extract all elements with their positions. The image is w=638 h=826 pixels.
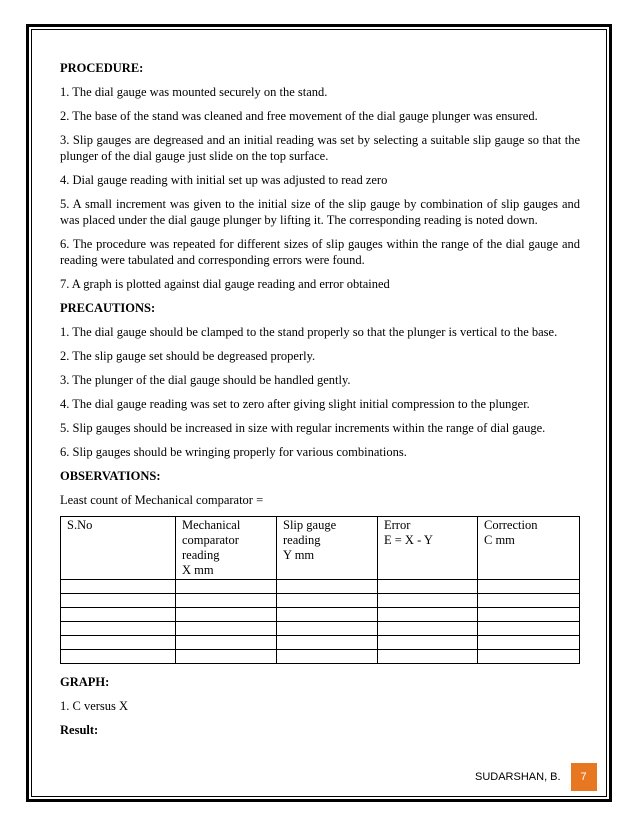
least-count-label: Least count of Mechanical comparator =: [60, 493, 264, 507]
table-row: [61, 650, 580, 664]
header-line: Y mm: [283, 548, 315, 562]
table-cell: [61, 580, 176, 594]
precaution-item: 6. Slip gauges should be wringing properly for various combinations.: [60, 445, 407, 459]
procedure-heading: PROCEDURE:: [60, 61, 144, 75]
procedure-step: 1. The dial gauge was mounted securely on the stand.: [60, 85, 328, 99]
table-body: [61, 580, 580, 664]
graph-item: 1. C versus X: [60, 699, 129, 713]
precaution-item: 1. The dial gauge should be clamped to the stand properly so that the plunger is vertical to the base.: [60, 325, 558, 339]
table-cell: [478, 650, 580, 664]
precaution-item: 3. The plunger of the dial gauge should be handled gently.: [60, 373, 351, 387]
header-line: Slip gauge: [283, 518, 337, 532]
table-cell: [61, 650, 176, 664]
header-line: Correction: [484, 518, 538, 532]
procedure-step: 4. Dial gauge reading with initial set up was adjusted to read zero: [60, 173, 388, 187]
table-cell: [176, 636, 277, 650]
table-cell: [378, 580, 478, 594]
column-header-correction: [478, 517, 580, 580]
header-line: Error: [384, 518, 411, 532]
table-cell: [277, 622, 378, 636]
header-line: S.No: [67, 518, 93, 532]
page-content: [60, 60, 580, 746]
column-header-mechanical-reading: [176, 517, 277, 580]
procedure-step: 3. Slip gauges are degreased and an initial reading was set by selecting a suitable slip gauge so that the plunger of the dial gauge just slide on the top surface.: [60, 133, 580, 163]
table-cell: [176, 650, 277, 664]
table-cell: [277, 608, 378, 622]
table-cell: [176, 580, 277, 594]
precautions-heading: PRECAUTIONS:: [60, 301, 156, 315]
table-row: [61, 608, 580, 622]
header-line: reading: [283, 533, 321, 547]
observations-heading: OBSERVATIONS:: [60, 469, 161, 483]
precaution-item: 2. The slip gauge set should be degreased properly.: [60, 349, 316, 363]
table-cell: [378, 622, 478, 636]
table-header-row: [61, 517, 580, 580]
table-cell: [378, 650, 478, 664]
table-cell: [277, 650, 378, 664]
table-cell: [61, 636, 176, 650]
table-cell: [277, 636, 378, 650]
table-cell: [61, 594, 176, 608]
header-line: Mechanical: [182, 518, 241, 532]
table-row: [61, 622, 580, 636]
table-row: [61, 594, 580, 608]
header-line: reading: [182, 548, 220, 562]
author-name: SUDARSHAN, B.: [475, 771, 561, 783]
table-cell: [478, 636, 580, 650]
table-cell: [378, 608, 478, 622]
procedure-step: 2. The base of the stand was cleaned and free movement of the dial gauge plunger was ensured.: [60, 109, 538, 123]
procedure-step: 6. The procedure was repeated for different sizes of slip gauges within the range of the dial gauge and reading were tabulated and corresponding errors were found.: [60, 237, 580, 267]
column-header-error: [378, 517, 478, 580]
page-footer: [475, 763, 597, 791]
result-heading: Result:: [60, 723, 99, 737]
table-cell: [176, 608, 277, 622]
table-row: [61, 580, 580, 594]
precaution-item: 4. The dial gauge reading was set to zero after giving slight initial compression to the plunger.: [60, 397, 530, 411]
table-cell: [61, 622, 176, 636]
table-cell: [478, 580, 580, 594]
header-line: E = X - Y: [384, 533, 433, 547]
graph-heading: GRAPH:: [60, 675, 110, 689]
table-cell: [176, 622, 277, 636]
table-cell: [277, 594, 378, 608]
page-number-badge: 7: [571, 763, 597, 791]
table-row: [61, 636, 580, 650]
procedure-steps: [60, 84, 580, 292]
procedure-step: 5. A small increment was given to the initial size of the slip gauge by combination of slip gauges and was placed under the dial gauge plunger by lifting it. The corresponding reading is noted down.: [60, 197, 580, 227]
table-cell: [478, 594, 580, 608]
header-line: X mm: [182, 563, 214, 577]
table-cell: [478, 622, 580, 636]
table-cell: [176, 594, 277, 608]
table-cell: [378, 636, 478, 650]
table-cell: [61, 608, 176, 622]
table-cell: [478, 608, 580, 622]
column-header-slip-gauge-reading: [277, 517, 378, 580]
table-cell: [277, 580, 378, 594]
procedure-step: 7. A graph is plotted against dial gauge reading and error obtained: [60, 277, 390, 291]
table-cell: [378, 594, 478, 608]
precautions-list: [60, 324, 580, 460]
header-line: comparator: [182, 533, 239, 547]
column-header-sno: [61, 517, 176, 580]
header-line: C mm: [484, 533, 515, 547]
precaution-item: 5. Slip gauges should be increased in size with regular increments within the range of dial gauge.: [60, 421, 546, 435]
observation-table: [60, 516, 580, 664]
